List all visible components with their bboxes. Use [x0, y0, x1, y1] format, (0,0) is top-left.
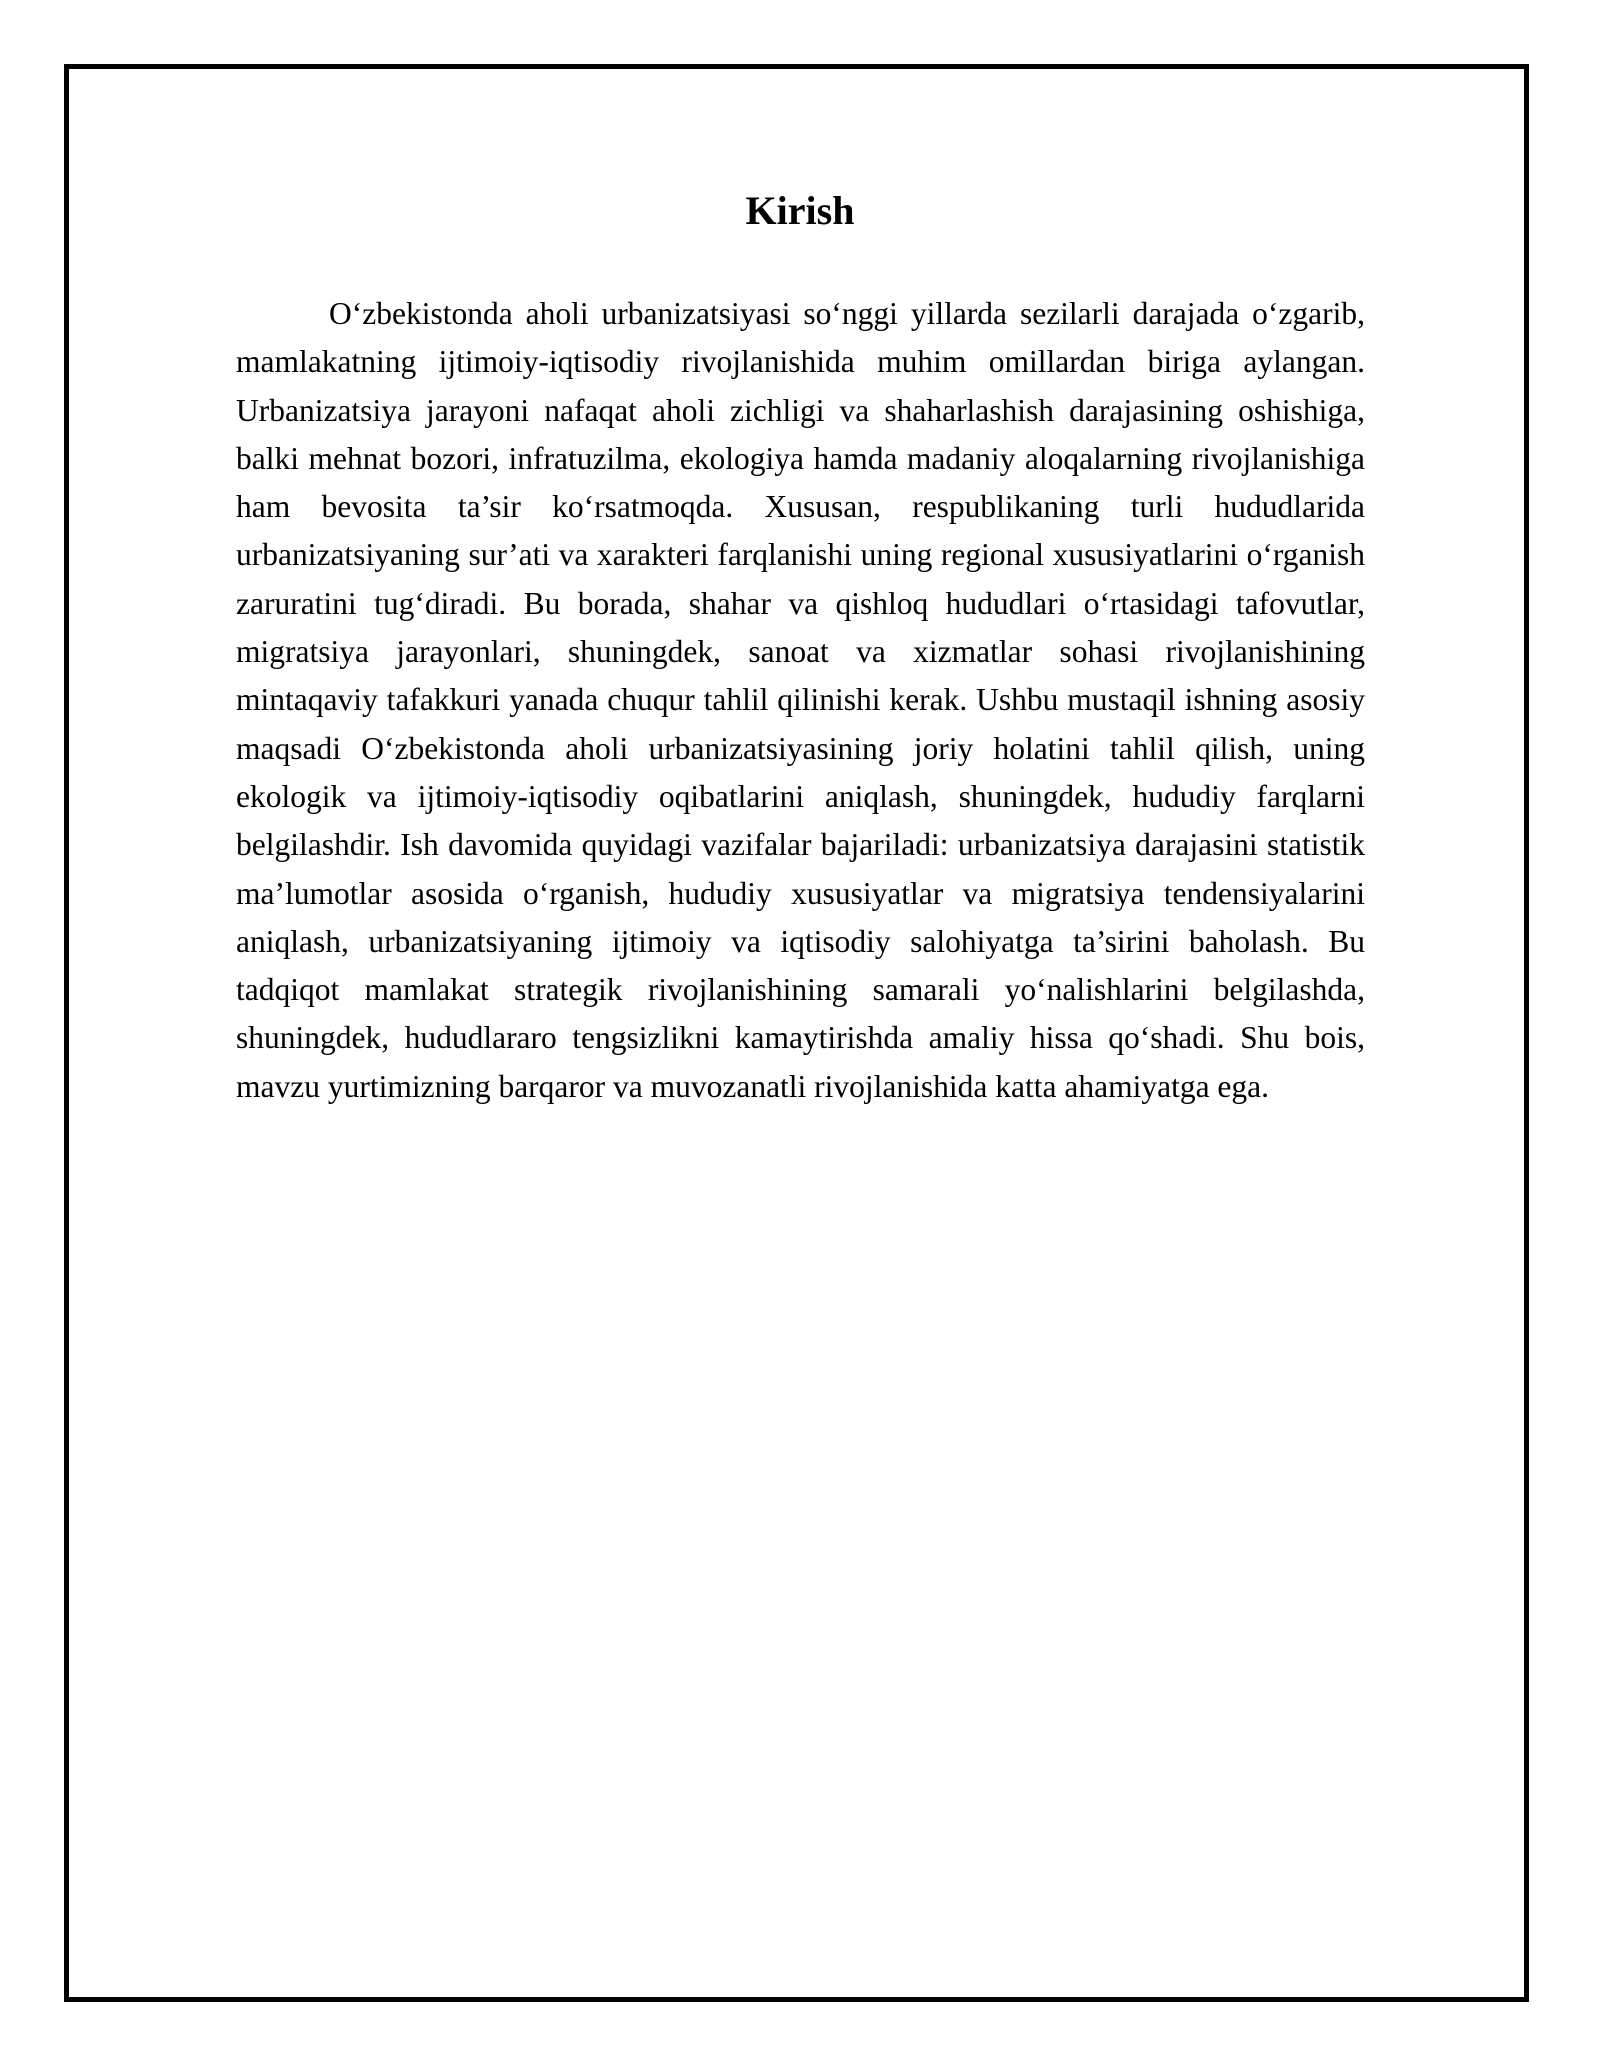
page-title: Kirish	[745, 188, 855, 233]
intro-paragraph: O‘zbekistonda aholi urbanizatsiyasi so‘nggi yillarda sezilarli darajada o‘zgarib, mamlakatning ijtimoiy-iqtisodiy rivojlanishida muhim omillardan biriga aylangan. Urbanizatsiya jarayoni nafaqat aholi zichligi va shaharlashish darajasining oshishiga, balki mehnat bozori, infratuzilma, ekologiya hamda madaniy aloqalarning rivojlanishiga ham bevosita ta’sir ko‘rsatmoqda. Xususan, respublikaning turli hududlarida urbanizatsiyaning sur’ati va xarakteri farqlanishi uning regional xususiyatlarini o‘rganish zaruratini tug‘diradi. Bu borada, shahar va qishloq hududlari o‘rtasidagi tafovutlar, migratsiya jarayonlari, shuningdek, sanoat va xizmatlar sohasi rivojlanishining mintaqaviy tafakkuri yanada chuqur tahlil qilinishi kerak. Ushbu mustaqil ishning asosiy maqsadi O‘zbekistonda aholi urbanizatsiyasining joriy holatini tahlil qilish, uning ekologik va ijtimoiy-iqtisodiy oqibatlarini aniqlash, shuningdek, hududiy farqlarni belgilashdir. Ish davomida quyidagi vazifalar bajariladi: urbanizatsiya darajasini statistik ma’lumotlar asosida o‘rganish, hududiy xususiyatlar va migratsiya tendensiyalarini aniqlash, urbanizatsiyaning ijtimoiy va iqtisodiy salohiyatga ta’sirini baholash. Bu tadqiqot mamlakat strategik rivojlanishining samarali yo‘nalishlarini belgilashda, shuningdek, hududlararo tengsizlikni kamaytirishda amaliy hissa qo‘shadi. Shu bois, mavzu yurtimizning barqaror va muvozanatli rivojlanishida katta ahamiyatga ega.	[236, 296, 1365, 1104]
